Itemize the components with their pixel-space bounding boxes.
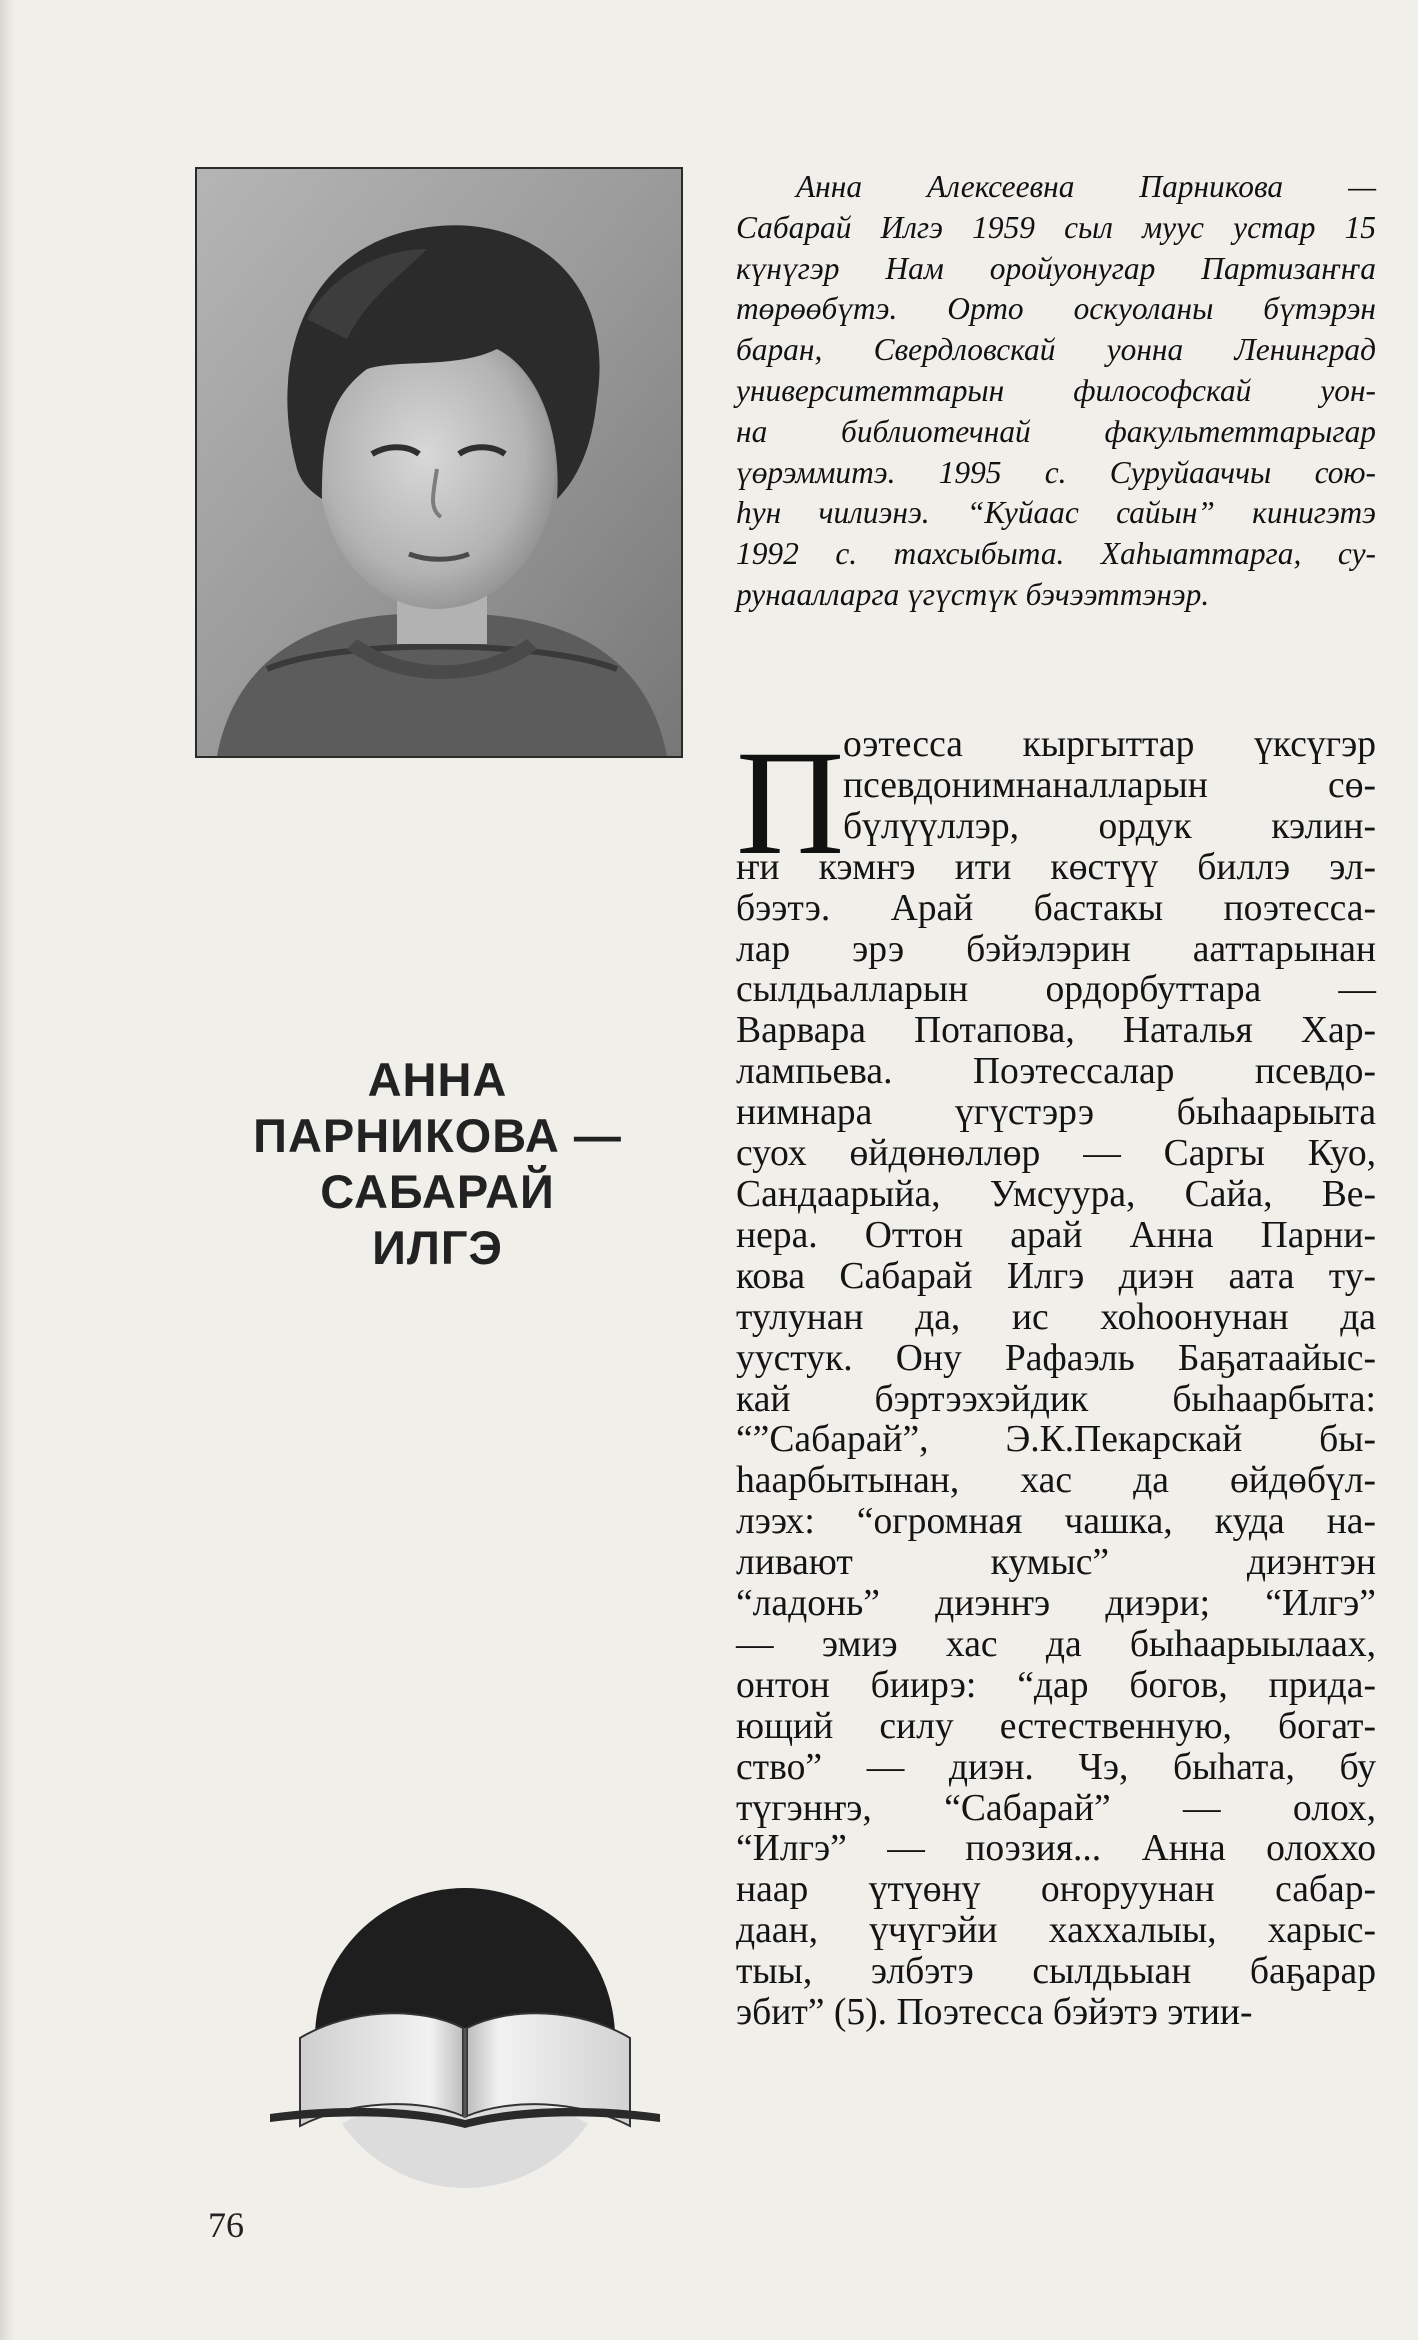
- body-line: онтон биирэ: “дар богов, прида-: [736, 1664, 1376, 1706]
- body-line: тулунан да, ис хоһоонунан да: [736, 1296, 1376, 1338]
- title-line: ПАРНИКОВА —: [253, 1109, 622, 1162]
- body-line: Сандаарыйа, Умсуура, Сайа, Ве-: [736, 1173, 1376, 1215]
- body-line: “ладонь” диэнҥэ диэри; “Илгэ”: [736, 1583, 1376, 1625]
- bio-line: Анна Алексеевна Парникова —: [796, 169, 1376, 204]
- bio-line: күнүгэр Нам оройуонугар Партизаҥҥа: [736, 250, 1376, 286]
- title-line: САБАРАЙ: [320, 1165, 555, 1218]
- body-line: “Илгэ” — поэзия... Анна олоххо: [736, 1828, 1376, 1870]
- bio-line: рунаалларга үгүстүк бэчээттэнэр.: [736, 576, 1210, 612]
- body-line: оэтесса кыргыттар үксүгэр: [843, 724, 1376, 765]
- portrait-illustration: [197, 169, 681, 756]
- body-line: кай бэртээхэйдик быһаарбыта:: [736, 1378, 1376, 1420]
- author-bio: [736, 167, 1376, 616]
- body-line: түгэнҥэ, “Сабарай” — олох,: [736, 1787, 1376, 1829]
- body-line: уустук. Ону Рафаэль Баҕатаайыс-: [736, 1337, 1376, 1379]
- body-line: нимнара үгүстэрэ быһаарыыта: [736, 1092, 1376, 1134]
- page-number: 76: [208, 2205, 244, 2245]
- body-line: эбит” (5). Поэтесса бэйэтэ этии-: [736, 1992, 1253, 2034]
- open-book-emblem: [270, 1888, 660, 2193]
- body-line: сылдьалларын ордорбуттара —: [736, 969, 1376, 1011]
- bio-line: төрөөбүтэ. Орто оскуоланы бүтэрэн: [736, 291, 1376, 327]
- body-line: һаарбытынан, хас да өйдөбүл-: [736, 1460, 1376, 1502]
- body-line: “”Сабарай”, Э.К.Пекарскай бы-: [736, 1419, 1376, 1461]
- page-spine-shadow: [0, 0, 14, 2340]
- title-line: ИЛГЭ: [372, 1221, 503, 1274]
- body-line: бүлүүллэр, ордук кэлин-: [843, 805, 1376, 847]
- article-body: [736, 720, 1376, 2034]
- body-line: наар үтүөнү оҥоруунан сабар-: [736, 1869, 1376, 1911]
- bio-line: баран, Свердловскай уонна Ленинград: [736, 332, 1376, 368]
- body-line: тыы, элбэтэ сылдьыан баҕарар: [736, 1951, 1376, 1993]
- author-portrait: [197, 169, 681, 756]
- body-line: лампьева. Поэтессалар псевдо-: [736, 1051, 1376, 1093]
- bio-line: 1992 с. тахсыбыта. Хаһыаттарга, су-: [736, 536, 1376, 572]
- body-line: Варвара Потапова, Наталья Хар-: [736, 1010, 1376, 1052]
- title-line: АННА: [367, 1053, 508, 1106]
- book-icon: [270, 1888, 660, 2193]
- body-line: кова Сабарай Илгэ диэн аата ту-: [736, 1255, 1376, 1297]
- bio-line: һун чилиэнэ. “Куйаас сайын” кинигэтэ: [736, 495, 1376, 531]
- body-line: нера. Оттон арай Анна Парни-: [736, 1214, 1376, 1256]
- body-line: бээтэ. Арай бастакы поэтесса-: [736, 887, 1376, 929]
- body-line: суох өйдөнөллөр — Саргы Куо,: [736, 1133, 1376, 1175]
- body-line: псевдонимнаналларын сө-: [843, 764, 1376, 806]
- body-line: ҥи кэмҥэ ити көстүү биллэ эл-: [736, 846, 1376, 888]
- body-line: — эмиэ хас да быһаарыылаах,: [736, 1623, 1376, 1665]
- bio-line: на библиотечнай факультеттарыгар: [736, 413, 1376, 449]
- bio-line: үөрэммитэ. 1995 с. Суруйааччы сою-: [736, 454, 1376, 490]
- bio-line: Сабарай Илгэ 1959 сыл муус устар 15: [736, 209, 1376, 245]
- bio-line: университеттарын философскай уон-: [736, 372, 1376, 408]
- drop-cap: П: [736, 720, 845, 886]
- body-line: ющий силу естественную, богат-: [736, 1705, 1376, 1747]
- body-line: ливают кумыс” диэнтэн: [736, 1542, 1376, 1584]
- body-line: лар эрэ бэйэлэрин ааттарынан: [736, 928, 1376, 970]
- body-line: лээх: “огромная чашка, куда на-: [736, 1501, 1376, 1543]
- body-line: даан, үчүгэйи хаххалыы, харыс-: [736, 1910, 1376, 1952]
- body-line: ство” — диэн. Чэ, быһата, бу: [736, 1746, 1376, 1788]
- section-title: [175, 1052, 700, 1276]
